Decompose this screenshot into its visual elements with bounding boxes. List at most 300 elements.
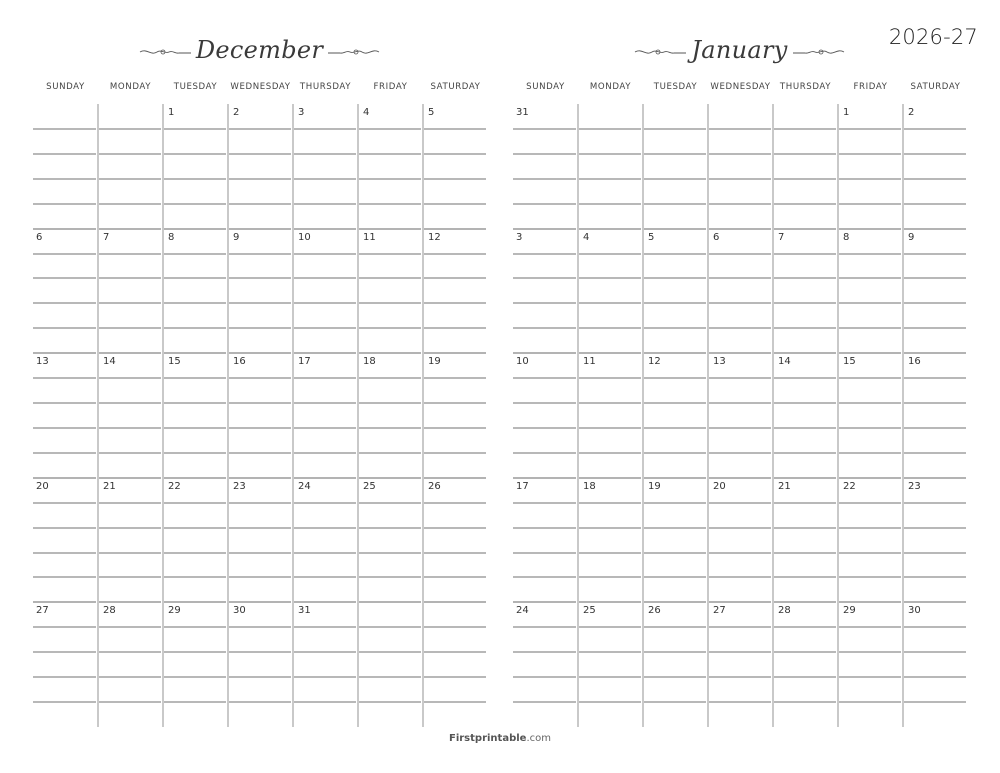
week-separator-line bbox=[424, 352, 486, 354]
writing-line bbox=[33, 277, 96, 279]
writing-line bbox=[99, 502, 161, 504]
writing-line bbox=[839, 502, 901, 504]
writing-line bbox=[513, 502, 576, 504]
week-separator-line bbox=[33, 477, 96, 479]
writing-line bbox=[164, 676, 226, 678]
writing-line bbox=[99, 253, 161, 255]
writing-line bbox=[904, 277, 966, 279]
writing-line bbox=[774, 153, 836, 155]
writing-line bbox=[839, 552, 901, 554]
writing-line bbox=[359, 502, 421, 504]
writing-line bbox=[229, 701, 291, 703]
writing-line bbox=[99, 128, 161, 130]
week-separator-line bbox=[579, 352, 641, 354]
writing-line bbox=[164, 452, 226, 454]
day-cell-number[interactable]: 1 bbox=[843, 107, 850, 118]
writing-line bbox=[839, 327, 901, 329]
writing-line bbox=[99, 427, 161, 429]
column-divider bbox=[772, 104, 774, 727]
day-cell-number[interactable]: 14 bbox=[778, 356, 791, 367]
column-divider bbox=[837, 104, 839, 727]
writing-line bbox=[839, 527, 901, 529]
weekday-monday: MONDAY bbox=[109, 82, 152, 92]
day-cell-number[interactable]: 9 bbox=[908, 232, 915, 243]
day-cell-number[interactable]: 5 bbox=[648, 232, 655, 243]
week-separator-line bbox=[359, 477, 421, 479]
flourish-right-icon bbox=[793, 45, 845, 59]
day-cell-number[interactable]: 4 bbox=[583, 232, 590, 243]
day-cell-number[interactable]: 17 bbox=[298, 356, 311, 367]
day-cell-number[interactable]: 22 bbox=[168, 481, 181, 492]
writing-line bbox=[99, 651, 161, 653]
writing-line bbox=[294, 701, 356, 703]
week-separator-line bbox=[774, 477, 836, 479]
day-cell-number[interactable]: 15 bbox=[843, 356, 856, 367]
week-separator-line bbox=[229, 352, 291, 354]
week-separator-line bbox=[904, 601, 966, 603]
writing-line bbox=[164, 626, 226, 628]
writing-line bbox=[579, 502, 641, 504]
writing-line bbox=[513, 327, 576, 329]
writing-line bbox=[513, 651, 576, 653]
week-separator-line bbox=[424, 228, 486, 230]
writing-line bbox=[33, 576, 96, 578]
day-cell-number[interactable]: 12 bbox=[428, 232, 441, 243]
day-cell-number[interactable]: 19 bbox=[428, 356, 441, 367]
writing-line bbox=[513, 701, 576, 703]
writing-line bbox=[774, 452, 836, 454]
writing-line bbox=[359, 701, 421, 703]
writing-line bbox=[774, 402, 836, 404]
week-separator-line bbox=[839, 352, 901, 354]
weekday-monday: MONDAY bbox=[589, 82, 632, 92]
writing-line bbox=[709, 203, 771, 205]
day-cell-number[interactable]: 31 bbox=[516, 107, 529, 118]
writing-line bbox=[904, 302, 966, 304]
day-cell-number[interactable]: 27 bbox=[713, 605, 726, 616]
writing-line bbox=[904, 427, 966, 429]
weekday-header-row bbox=[33, 82, 486, 96]
brand-domain: .com bbox=[526, 733, 551, 744]
week-separator-line bbox=[359, 601, 421, 603]
writing-line bbox=[774, 302, 836, 304]
day-cell-number[interactable]: 2 bbox=[908, 107, 915, 118]
writing-line bbox=[709, 327, 771, 329]
writing-line bbox=[904, 253, 966, 255]
writing-line bbox=[774, 377, 836, 379]
day-cell-number[interactable]: 14 bbox=[103, 356, 116, 367]
writing-line bbox=[839, 651, 901, 653]
writing-line bbox=[294, 128, 356, 130]
day-cell-number[interactable]: 16 bbox=[908, 356, 921, 367]
writing-line bbox=[359, 253, 421, 255]
week-separator-line bbox=[579, 477, 641, 479]
day-cell-number[interactable]: 7 bbox=[778, 232, 785, 243]
writing-line bbox=[904, 402, 966, 404]
writing-line bbox=[774, 203, 836, 205]
writing-line bbox=[33, 203, 96, 205]
writing-line bbox=[644, 676, 706, 678]
writing-line bbox=[904, 178, 966, 180]
writing-line bbox=[33, 402, 96, 404]
day-cell-number[interactable]: 25 bbox=[583, 605, 596, 616]
writing-line bbox=[424, 377, 486, 379]
writing-line bbox=[294, 302, 356, 304]
day-cell-number[interactable]: 23 bbox=[233, 481, 246, 492]
week-separator-line bbox=[709, 352, 771, 354]
writing-line bbox=[359, 153, 421, 155]
writing-line bbox=[904, 576, 966, 578]
week-separator-line bbox=[709, 601, 771, 603]
writing-line bbox=[164, 502, 226, 504]
writing-line bbox=[579, 527, 641, 529]
writing-line bbox=[33, 527, 96, 529]
writing-line bbox=[424, 178, 486, 180]
writing-line bbox=[229, 502, 291, 504]
writing-line bbox=[164, 552, 226, 554]
day-cell-number[interactable]: 6 bbox=[36, 232, 43, 243]
day-cell-number[interactable]: 28 bbox=[778, 605, 791, 616]
week-separator-line bbox=[99, 601, 161, 603]
writing-line bbox=[839, 626, 901, 628]
writing-line bbox=[33, 302, 96, 304]
day-cell-number[interactable]: 6 bbox=[713, 232, 720, 243]
writing-line bbox=[709, 676, 771, 678]
week-separator-line bbox=[164, 228, 226, 230]
writing-line bbox=[709, 302, 771, 304]
week-separator-line bbox=[294, 352, 356, 354]
column-divider bbox=[577, 104, 579, 727]
writing-line bbox=[294, 502, 356, 504]
day-cell-number[interactable]: 3 bbox=[298, 107, 305, 118]
week-separator-line bbox=[99, 352, 161, 354]
writing-line bbox=[904, 502, 966, 504]
weekday-wednesday: WEDNESDAY bbox=[710, 82, 771, 92]
writing-line bbox=[33, 178, 96, 180]
writing-line bbox=[513, 153, 576, 155]
writing-line bbox=[164, 327, 226, 329]
week-separator-line bbox=[904, 477, 966, 479]
writing-line bbox=[709, 377, 771, 379]
writing-line bbox=[229, 377, 291, 379]
day-cell-number[interactable]: 10 bbox=[298, 232, 311, 243]
day-cell-number[interactable]: 28 bbox=[103, 605, 116, 616]
writing-line bbox=[644, 576, 706, 578]
writing-line bbox=[294, 576, 356, 578]
writing-line bbox=[774, 253, 836, 255]
writing-line bbox=[33, 327, 96, 329]
writing-line bbox=[774, 502, 836, 504]
writing-line bbox=[99, 203, 161, 205]
writing-line bbox=[164, 427, 226, 429]
writing-line bbox=[359, 327, 421, 329]
writing-line bbox=[424, 302, 486, 304]
day-cell-number[interactable]: 23 bbox=[908, 481, 921, 492]
writing-line bbox=[294, 178, 356, 180]
writing-line bbox=[294, 626, 356, 628]
day-cell-number[interactable]: 21 bbox=[103, 481, 116, 492]
day-cell-number[interactable]: 18 bbox=[363, 356, 376, 367]
writing-line bbox=[164, 651, 226, 653]
writing-line bbox=[774, 552, 836, 554]
writing-line bbox=[99, 377, 161, 379]
writing-line bbox=[579, 377, 641, 379]
weekday-friday: FRIDAY bbox=[373, 82, 408, 92]
writing-line bbox=[424, 452, 486, 454]
day-cell-number[interactable]: 19 bbox=[648, 481, 661, 492]
day-cell-number[interactable]: 25 bbox=[363, 481, 376, 492]
footer-brand bbox=[0, 733, 1000, 744]
writing-line bbox=[229, 452, 291, 454]
writing-line bbox=[424, 253, 486, 255]
writing-line bbox=[513, 178, 576, 180]
writing-line bbox=[709, 552, 771, 554]
writing-line bbox=[709, 452, 771, 454]
writing-line bbox=[359, 527, 421, 529]
writing-line bbox=[164, 253, 226, 255]
writing-line bbox=[904, 153, 966, 155]
writing-line bbox=[709, 402, 771, 404]
writing-line bbox=[579, 178, 641, 180]
day-cell-number[interactable]: 27 bbox=[36, 605, 49, 616]
day-cell-number[interactable]: 13 bbox=[36, 356, 49, 367]
writing-line bbox=[579, 327, 641, 329]
column-divider bbox=[97, 104, 99, 727]
writing-line bbox=[839, 576, 901, 578]
writing-line bbox=[164, 153, 226, 155]
week-separator-line bbox=[294, 228, 356, 230]
writing-line bbox=[99, 676, 161, 678]
week-separator-line bbox=[229, 477, 291, 479]
writing-line bbox=[424, 427, 486, 429]
writing-line bbox=[513, 203, 576, 205]
writing-line bbox=[359, 277, 421, 279]
writing-line bbox=[229, 402, 291, 404]
weekday-sunday: SUNDAY bbox=[46, 82, 85, 92]
writing-line bbox=[904, 552, 966, 554]
day-cell-number[interactable]: 8 bbox=[843, 232, 850, 243]
weekday-saturday: SATURDAY bbox=[910, 82, 961, 92]
week-separator-line bbox=[294, 477, 356, 479]
week-separator-line bbox=[513, 477, 576, 479]
writing-line bbox=[229, 253, 291, 255]
writing-line bbox=[709, 427, 771, 429]
writing-line bbox=[839, 701, 901, 703]
weekday-thursday: THURSDAY bbox=[299, 82, 352, 92]
day-cell-number[interactable]: 11 bbox=[363, 232, 376, 243]
writing-line bbox=[164, 576, 226, 578]
day-cell-number[interactable]: 4 bbox=[363, 107, 370, 118]
week-separator-line bbox=[904, 352, 966, 354]
day-cell-number[interactable]: 15 bbox=[168, 356, 181, 367]
writing-line bbox=[359, 302, 421, 304]
writing-line bbox=[359, 402, 421, 404]
writing-line bbox=[359, 676, 421, 678]
day-cell-number[interactable]: 24 bbox=[516, 605, 529, 616]
writing-line bbox=[839, 427, 901, 429]
week-separator-line bbox=[839, 601, 901, 603]
week-separator-line bbox=[513, 601, 576, 603]
weekday-friday: FRIDAY bbox=[853, 82, 888, 92]
writing-line bbox=[294, 153, 356, 155]
writing-line bbox=[644, 402, 706, 404]
writing-line bbox=[424, 502, 486, 504]
writing-line bbox=[164, 402, 226, 404]
writing-line bbox=[513, 552, 576, 554]
week-separator-line bbox=[33, 228, 96, 230]
day-cell-number[interactable]: 21 bbox=[778, 481, 791, 492]
month-grid bbox=[33, 104, 486, 727]
week-separator-line bbox=[359, 352, 421, 354]
writing-line bbox=[229, 626, 291, 628]
writing-line bbox=[774, 327, 836, 329]
day-cell-number[interactable]: 5 bbox=[428, 107, 435, 118]
writing-line bbox=[579, 427, 641, 429]
writing-line bbox=[229, 128, 291, 130]
writing-line bbox=[644, 427, 706, 429]
writing-line bbox=[294, 377, 356, 379]
day-cell-number[interactable]: 24 bbox=[298, 481, 311, 492]
writing-line bbox=[294, 277, 356, 279]
weekday-saturday: SATURDAY bbox=[430, 82, 481, 92]
day-cell-number[interactable]: 18 bbox=[583, 481, 596, 492]
writing-line bbox=[774, 676, 836, 678]
day-cell-number[interactable]: 3 bbox=[516, 232, 523, 243]
writing-line bbox=[424, 552, 486, 554]
day-cell-number[interactable]: 30 bbox=[233, 605, 246, 616]
writing-line bbox=[579, 128, 641, 130]
writing-line bbox=[904, 452, 966, 454]
week-separator-line bbox=[229, 228, 291, 230]
writing-line bbox=[644, 502, 706, 504]
day-cell-number[interactable]: 2 bbox=[233, 107, 240, 118]
writing-line bbox=[709, 527, 771, 529]
writing-line bbox=[709, 502, 771, 504]
writing-line bbox=[644, 651, 706, 653]
writing-line bbox=[33, 153, 96, 155]
day-cell-number[interactable]: 20 bbox=[713, 481, 726, 492]
writing-line bbox=[424, 153, 486, 155]
writing-line bbox=[294, 402, 356, 404]
week-separator-line bbox=[164, 601, 226, 603]
writing-line bbox=[904, 377, 966, 379]
week-separator-line bbox=[709, 477, 771, 479]
week-separator-line bbox=[839, 228, 901, 230]
day-cell-number[interactable]: 8 bbox=[168, 232, 175, 243]
writing-line bbox=[229, 302, 291, 304]
day-cell-number[interactable]: 11 bbox=[583, 356, 596, 367]
writing-line bbox=[839, 302, 901, 304]
week-separator-line bbox=[33, 601, 96, 603]
writing-line bbox=[99, 327, 161, 329]
week-separator-line bbox=[294, 601, 356, 603]
year-label: 2026-27 bbox=[888, 25, 978, 49]
week-separator-line bbox=[579, 228, 641, 230]
week-separator-line bbox=[33, 352, 96, 354]
day-cell-number[interactable]: 16 bbox=[233, 356, 246, 367]
day-cell-number[interactable]: 17 bbox=[516, 481, 529, 492]
writing-line bbox=[424, 327, 486, 329]
writing-line bbox=[164, 377, 226, 379]
flourish-right-icon bbox=[328, 45, 380, 59]
week-separator-line bbox=[99, 477, 161, 479]
writing-line bbox=[839, 277, 901, 279]
writing-line bbox=[229, 552, 291, 554]
writing-line bbox=[644, 253, 706, 255]
day-cell-number[interactable]: 26 bbox=[428, 481, 441, 492]
writing-line bbox=[33, 377, 96, 379]
day-cell-number[interactable]: 13 bbox=[713, 356, 726, 367]
writing-line bbox=[513, 626, 576, 628]
day-cell-number[interactable]: 29 bbox=[168, 605, 181, 616]
weekday-thursday: THURSDAY bbox=[779, 82, 832, 92]
day-cell-number[interactable]: 10 bbox=[516, 356, 529, 367]
column-divider bbox=[227, 104, 229, 727]
writing-line bbox=[294, 651, 356, 653]
writing-line bbox=[424, 128, 486, 130]
day-cell-number[interactable]: 12 bbox=[648, 356, 661, 367]
day-cell-number[interactable]: 9 bbox=[233, 232, 240, 243]
writing-line bbox=[904, 327, 966, 329]
day-cell-number[interactable]: 31 bbox=[298, 605, 311, 616]
writing-line bbox=[359, 203, 421, 205]
writing-line bbox=[294, 676, 356, 678]
writing-line bbox=[774, 626, 836, 628]
day-cell-number[interactable]: 30 bbox=[908, 605, 921, 616]
writing-line bbox=[99, 626, 161, 628]
day-cell-number[interactable]: 26 bbox=[648, 605, 661, 616]
week-separator-line bbox=[839, 477, 901, 479]
writing-line bbox=[99, 178, 161, 180]
writing-line bbox=[424, 701, 486, 703]
writing-line bbox=[709, 153, 771, 155]
writing-line bbox=[579, 552, 641, 554]
week-separator-line bbox=[229, 601, 291, 603]
writing-line bbox=[99, 701, 161, 703]
writing-line bbox=[839, 253, 901, 255]
day-cell-number[interactable]: 20 bbox=[36, 481, 49, 492]
column-divider bbox=[357, 104, 359, 727]
writing-line bbox=[164, 527, 226, 529]
day-cell-number[interactable]: 7 bbox=[103, 232, 110, 243]
writing-line bbox=[294, 452, 356, 454]
writing-line bbox=[294, 327, 356, 329]
column-divider bbox=[707, 104, 709, 727]
week-separator-line bbox=[424, 477, 486, 479]
writing-line bbox=[164, 128, 226, 130]
writing-line bbox=[294, 527, 356, 529]
writing-line bbox=[229, 527, 291, 529]
writing-line bbox=[774, 427, 836, 429]
week-separator-line bbox=[164, 477, 226, 479]
day-cell-number[interactable]: 1 bbox=[168, 107, 175, 118]
writing-line bbox=[839, 452, 901, 454]
writing-line bbox=[709, 651, 771, 653]
writing-line bbox=[774, 178, 836, 180]
writing-line bbox=[229, 676, 291, 678]
weekday-header-row bbox=[513, 82, 966, 96]
day-cell-number[interactable]: 22 bbox=[843, 481, 856, 492]
day-cell-number[interactable]: 29 bbox=[843, 605, 856, 616]
writing-line bbox=[229, 153, 291, 155]
writing-line bbox=[513, 302, 576, 304]
writing-line bbox=[644, 153, 706, 155]
writing-line bbox=[644, 128, 706, 130]
writing-line bbox=[579, 253, 641, 255]
week-separator-line bbox=[579, 601, 641, 603]
column-divider bbox=[642, 104, 644, 727]
month-grid bbox=[513, 104, 966, 727]
